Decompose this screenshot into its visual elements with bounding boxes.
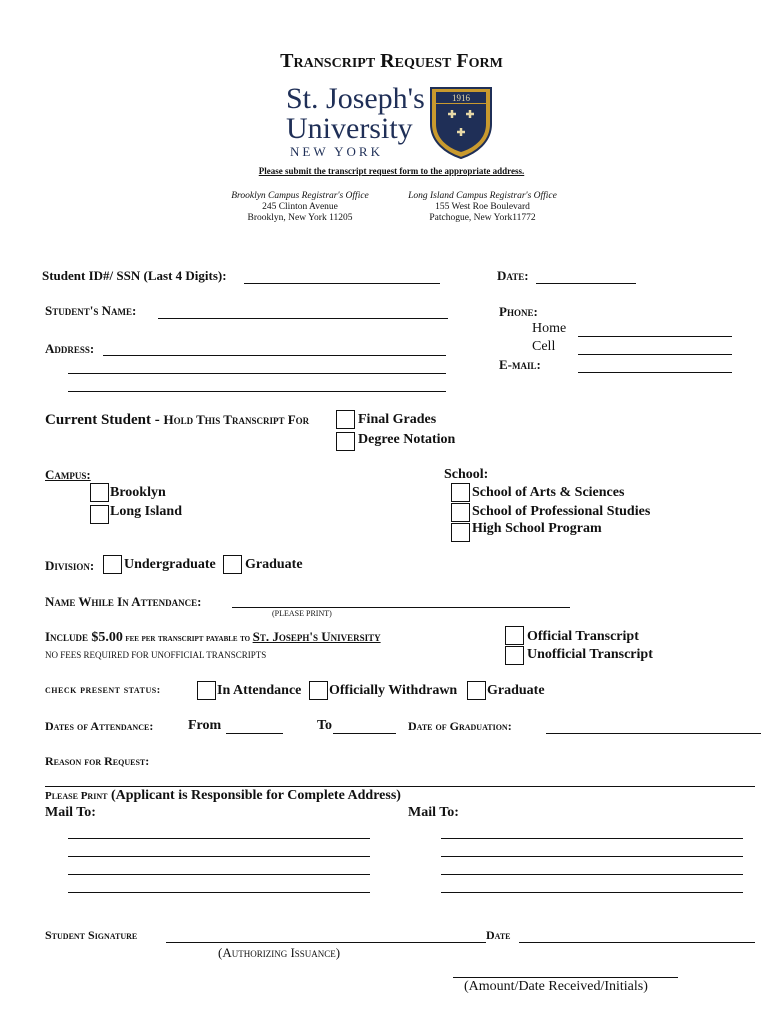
brooklyn-office bbox=[210, 191, 390, 224]
home-phone-label: Home bbox=[532, 321, 567, 336]
logo-name-line3: NEW YORK bbox=[290, 144, 383, 159]
fee-text bbox=[45, 629, 381, 646]
brooklyn-label: Brooklyn bbox=[110, 485, 166, 500]
brooklyn-office-city: Brooklyn, New York 11205 bbox=[247, 213, 353, 223]
hold-transcript-label bbox=[45, 412, 309, 429]
mail-to-1-line-3[interactable] bbox=[68, 874, 370, 875]
from-label: From bbox=[188, 718, 222, 733]
fee-note: NO FEES REQUIRED FOR UNOFFICIAL TRANSCRIPTS bbox=[45, 650, 267, 660]
long-island-office-city: Patchogue, New York11772 bbox=[429, 213, 536, 223]
office-use-field[interactable] bbox=[453, 977, 678, 978]
officially-withdrawn-checkbox[interactable] bbox=[309, 681, 328, 700]
address-field-line-1[interactable] bbox=[103, 355, 446, 356]
signature-field[interactable] bbox=[166, 942, 486, 943]
reason-field[interactable] bbox=[45, 786, 755, 787]
name-attendance-field[interactable] bbox=[232, 607, 570, 608]
high-school-checkbox[interactable] bbox=[451, 523, 470, 542]
address-field-line-2[interactable] bbox=[68, 373, 446, 374]
university-logo bbox=[286, 84, 496, 162]
mail-to-2-line-1[interactable] bbox=[441, 838, 743, 839]
address-label: Address: bbox=[45, 341, 95, 356]
fee-amount: $5.00 bbox=[91, 630, 123, 645]
fee-text-body: fee per transcript payable to bbox=[122, 633, 253, 644]
cell-phone-label: Cell bbox=[532, 339, 556, 354]
logo-name-line1: St. Joseph's bbox=[286, 82, 425, 115]
arts-sciences-checkbox[interactable] bbox=[451, 483, 470, 502]
brooklyn-checkbox[interactable] bbox=[90, 483, 109, 502]
phone-label: Phone: bbox=[499, 304, 538, 319]
division-label: Division: bbox=[45, 558, 95, 573]
address-field-line-3[interactable] bbox=[68, 391, 446, 392]
mail-to-1-line-4[interactable] bbox=[68, 892, 370, 893]
unofficial-transcript-label: Unofficial Transcript bbox=[527, 647, 653, 662]
graduate-status-label: Graduate bbox=[487, 683, 545, 698]
status-label: check present status: bbox=[45, 684, 161, 696]
student-name-label: Student's Name: bbox=[45, 303, 137, 318]
please-print-note bbox=[45, 788, 401, 804]
official-transcript-checkbox[interactable] bbox=[505, 626, 524, 645]
signature-date-label: Date bbox=[486, 928, 511, 942]
date-field[interactable] bbox=[536, 283, 636, 284]
high-school-label: High School Program bbox=[472, 521, 602, 536]
long-island-checkbox[interactable] bbox=[90, 505, 109, 524]
in-attendance-checkbox[interactable] bbox=[197, 681, 216, 700]
long-island-label: Long Island bbox=[110, 504, 182, 519]
hold-transcript-text: Hold This Transcript For bbox=[163, 412, 310, 427]
reason-label: Reason for Request: bbox=[45, 754, 150, 768]
graduate-label: Graduate bbox=[245, 557, 303, 572]
school-label: School: bbox=[444, 467, 489, 482]
mail-to-1-line-1[interactable] bbox=[68, 838, 370, 839]
degree-notation-label: Degree Notation bbox=[358, 432, 456, 447]
shield-year: 1916 bbox=[452, 93, 470, 103]
final-grades-checkbox[interactable] bbox=[336, 410, 355, 429]
graduate-status-checkbox[interactable] bbox=[467, 681, 486, 700]
mail-to-2-line-4[interactable] bbox=[441, 892, 743, 893]
undergraduate-label: Undergraduate bbox=[124, 557, 216, 572]
student-name-field[interactable] bbox=[158, 318, 448, 319]
mail-to-1-line-2[interactable] bbox=[68, 856, 370, 857]
shield-icon bbox=[428, 86, 494, 160]
from-date-field[interactable] bbox=[226, 733, 283, 734]
final-grades-label: Final Grades bbox=[358, 412, 437, 427]
officially-withdrawn-label: Officially Withdrawn bbox=[329, 683, 458, 698]
please-print-label: Please Print bbox=[45, 790, 108, 802]
long-island-office-street: 155 West Roe Boulevard bbox=[435, 202, 530, 212]
unofficial-transcript-checkbox[interactable] bbox=[505, 646, 524, 665]
name-attendance-label: Name While In Attendance: bbox=[45, 594, 202, 609]
mail-to-label-1: Mail To: bbox=[45, 805, 96, 820]
long-island-office-title: Long Island Campus Registrar's Office bbox=[408, 191, 557, 201]
student-id-label: Student ID#/ SSN (Last 4 Digits): bbox=[42, 268, 227, 283]
home-phone-field[interactable] bbox=[578, 336, 732, 337]
degree-notation-checkbox[interactable] bbox=[336, 432, 355, 451]
office-use-label: (Amount/Date Received/Initials) bbox=[464, 979, 648, 994]
authorizing-note: (Authorizing Issuance) bbox=[218, 945, 341, 960]
fee-prefix: Include bbox=[45, 629, 92, 644]
brooklyn-office-title: Brooklyn Campus Registrar's Office bbox=[231, 191, 369, 201]
cell-phone-field[interactable] bbox=[578, 354, 732, 355]
mail-to-2-line-3[interactable] bbox=[441, 874, 743, 875]
dates-attendance-label: Dates of Attendance: bbox=[45, 719, 154, 733]
email-field[interactable] bbox=[578, 372, 732, 373]
official-transcript-label: Official Transcript bbox=[527, 629, 639, 644]
fee-payee: St. Joseph's University bbox=[252, 629, 381, 644]
brooklyn-office-street: 245 Clinton Avenue bbox=[262, 202, 338, 212]
professional-studies-label: School of Professional Studies bbox=[472, 504, 651, 519]
mail-to-label-2: Mail To: bbox=[408, 805, 459, 820]
campus-label: Campus: bbox=[45, 467, 91, 482]
signature-date-field[interactable] bbox=[519, 942, 755, 943]
graduate-checkbox[interactable] bbox=[223, 555, 242, 574]
arts-sciences-label: School of Arts & Sciences bbox=[472, 485, 625, 500]
mail-to-2-line-2[interactable] bbox=[441, 856, 743, 857]
signature-label: Student Signature bbox=[45, 928, 138, 942]
to-label: To bbox=[317, 718, 333, 733]
responsible-note: (Applicant is Responsible for Complete Address) bbox=[110, 788, 401, 803]
instruction-text: Please submit the transcript request form to the appropriate address. bbox=[258, 166, 525, 176]
date-label: Date: bbox=[497, 268, 529, 283]
to-date-field[interactable] bbox=[333, 733, 396, 734]
logo-name-line2: University bbox=[286, 112, 413, 145]
page-title: Transcript Request Form bbox=[280, 50, 503, 72]
graduation-date-field[interactable] bbox=[546, 733, 761, 734]
in-attendance-label: In Attendance bbox=[217, 683, 302, 698]
student-id-field[interactable] bbox=[244, 283, 440, 284]
current-student-prefix: Current Student - bbox=[45, 412, 164, 428]
undergraduate-checkbox[interactable] bbox=[103, 555, 122, 574]
email-label: E-mail: bbox=[499, 357, 541, 372]
long-island-office bbox=[395, 191, 570, 224]
professional-studies-checkbox[interactable] bbox=[451, 503, 470, 522]
graduation-date-label: Date of Graduation: bbox=[408, 719, 512, 733]
please-print-hint: (PLEASE PRINT) bbox=[272, 609, 332, 618]
